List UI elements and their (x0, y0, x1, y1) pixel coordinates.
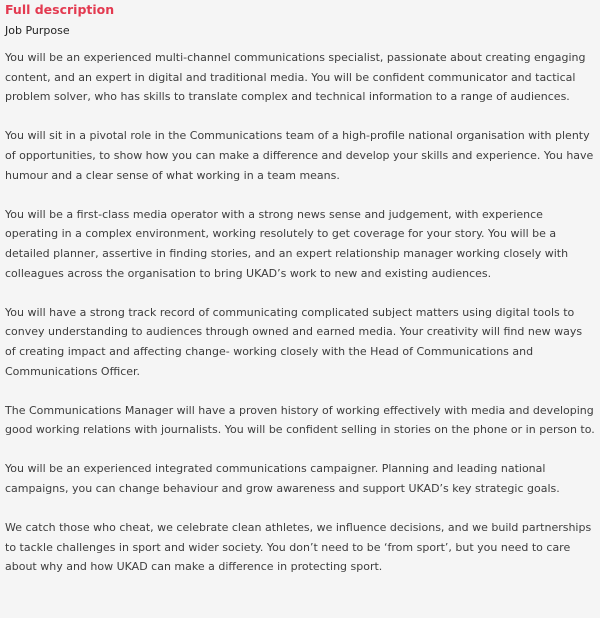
description-paragraph: You will be a first-class media operator with a strong news sense and judgement, with experience operating in a complex environment, working resolutely to get coverage for your story. You will be a detailed planner, assertive in finding stories, and an expert relationship manager working closely with colleagues across the organisation to bring UKAD’s work to new and existing audiences. (5, 207, 569, 280)
description-paragraph: You will sit in a pivotal role in the Communications team of a high-profile national organisation with plenty of opportunities, to show how you can make a difference and develop your skills and experience. You have humour and a clear sense of what working in a team means. (5, 129, 594, 182)
description-paragraph: You will be an experienced integrated communications campaigner. Planning and leading national campaigns, you can change behaviour and grow awareness and support UKAD’s key strategic goals. (5, 462, 560, 496)
full-description-heading: Full description (5, 2, 115, 17)
description-paragraph: You will have a strong track record of communicating complicated subject matters using digital tools to convey understanding to audiences through owned and earned media. Your creativity will find new ways of creating impact and affecting change- working closely with the Head of Communications and Communications Officer. (5, 305, 583, 378)
description-paragraph: We catch those who cheat, we celebrate clean athletes, we influence decisions, and we build partnerships to tackle challenges in sport and wider society. You don’t need to be ‘from sport’, but you need to care about why and how UKAD can make a difference in protecting sport. (5, 521, 592, 574)
job-purpose-subheading: Job Purpose (5, 24, 70, 37)
description-paragraph: The Communications Manager will have a proven history of working effectively with media and developing good working relations with journalists. You will be confident selling in stories on the phone or in person to. (5, 403, 595, 437)
description-paragraph: You will be an experienced multi-channel communications specialist, passionate about creating engaging content, and an expert in digital and traditional media. You will be confident communicator and tactical problem solver, who has skills to translate complex and technical information to a range of audiences. (5, 51, 586, 104)
